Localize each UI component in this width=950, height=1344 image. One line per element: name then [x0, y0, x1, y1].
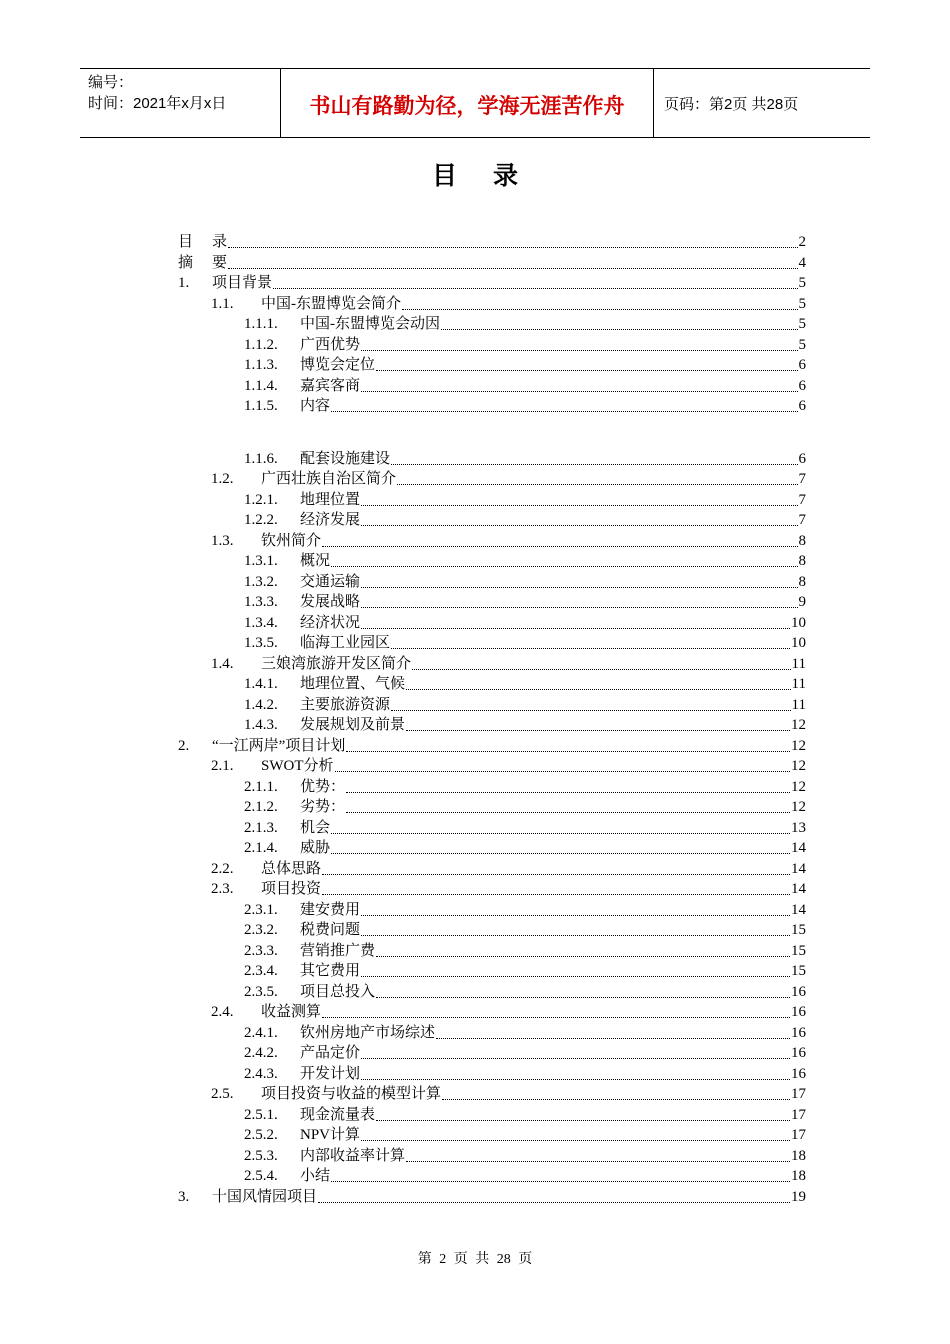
serial-label: 编号：: [88, 74, 134, 91]
toc-title: 机会: [300, 819, 331, 836]
toc-page-number: 11: [791, 655, 806, 672]
toc-title: 小结: [300, 1168, 331, 1184]
toc-page-number: 5: [798, 336, 806, 353]
toc-number: 1.2.: [211, 471, 234, 487]
toc-title: 中国-东盟博览会动因: [300, 316, 440, 332]
toc-entry[interactable]: [244, 354, 806, 374]
toc-leader-dots: [406, 729, 790, 731]
toc-leader-dots: [406, 688, 791, 690]
toc-title: 项目投资与收益的模型计算: [261, 1086, 442, 1102]
toc-page-number: 14: [791, 881, 806, 897]
page-title: 目录: [431, 161, 554, 190]
toc-leader-dots: [361, 627, 790, 629]
toc-leader-dots: [331, 832, 790, 834]
toc-entry[interactable]: [211, 878, 806, 898]
toc-leader-dots: [331, 565, 797, 567]
toc-entry[interactable]: [244, 960, 806, 980]
toc-title: 广西壮族自治区简介: [261, 471, 397, 487]
toc-entry[interactable]: [244, 981, 806, 1001]
toc-leader-dots: [331, 1180, 790, 1182]
toc-number: 摘: [178, 254, 194, 271]
page-header: [80, 68, 870, 138]
toc-title: 现金流量表: [300, 1106, 376, 1123]
toc-entry[interactable]: [244, 1124, 806, 1144]
toc-page-number: 12: [791, 737, 806, 754]
toc-page-number: 16: [791, 983, 806, 1000]
toc-leader-dots: [361, 1057, 790, 1059]
toc-number: 1.3.4.: [244, 614, 278, 631]
toc-title: 十国风情园项目: [212, 1188, 318, 1205]
toc-leader-dots: [322, 1016, 790, 1018]
toc-title: 要: [212, 254, 228, 271]
toc-number: 1.4.3.: [244, 717, 278, 733]
toc-title: 开发计划: [300, 1065, 361, 1082]
toc-entry[interactable]: [244, 612, 806, 632]
toc-entry[interactable]: [244, 509, 806, 529]
toc-entry[interactable]: [244, 837, 806, 857]
toc-number: 2.4.2.: [244, 1045, 278, 1061]
toc-entry[interactable]: [244, 395, 806, 415]
toc-leader-dots: [376, 1119, 790, 1121]
toc-leader-dots: [412, 668, 791, 670]
toc-leader-dots: [442, 1098, 790, 1100]
toc-title: SWOT分析: [261, 758, 334, 774]
toc-leader-dots: [391, 709, 791, 711]
toc-number: 1.4.: [211, 655, 234, 672]
toc-title: 地理位置: [300, 491, 361, 508]
toc-number: 1.: [178, 275, 190, 291]
toc-page-number: 11: [791, 696, 806, 713]
toc-page-number: 18: [791, 1147, 806, 1164]
toc-page-number: 6: [798, 398, 806, 414]
toc-entry[interactable]: [244, 673, 806, 693]
toc-page-number: 6: [798, 450, 806, 467]
toc-leader-dots: [322, 545, 797, 547]
toc-entry[interactable]: [178, 252, 806, 272]
toc-entry[interactable]: [244, 694, 806, 714]
toc-leader-dots: [331, 410, 797, 412]
toc-title: 发展规划及前景: [300, 717, 406, 733]
toc-leader-dots: [228, 267, 797, 269]
toc-page-number: 7: [798, 512, 806, 528]
toc-page-number: 15: [791, 922, 806, 938]
toc-title: NPV计算: [300, 1127, 361, 1143]
toc-page-number: 6: [798, 377, 806, 394]
toc-page-number: 15: [791, 942, 806, 959]
toc-page-number: 8: [798, 573, 806, 590]
time-label: 时间：2021年x月x日: [88, 95, 227, 112]
toc-number: 2.1.1.: [244, 778, 278, 795]
toc-title: 三娘湾旅游开发区简介: [261, 655, 412, 672]
toc-number: 2.5.2.: [244, 1127, 278, 1143]
toc-page-number: 17: [791, 1086, 806, 1102]
toc-number: 2.5.: [211, 1086, 234, 1102]
toc-title: 税费问题: [300, 922, 361, 938]
toc-entry[interactable]: [211, 293, 806, 313]
toc-title: 产品定价: [300, 1045, 361, 1061]
toc-entry[interactable]: [244, 1145, 806, 1165]
toc-number: 2.3.3.: [244, 942, 278, 959]
toc-number: 1.1.3.: [244, 357, 278, 373]
toc-number: 1.1.: [211, 295, 234, 312]
toc-entry[interactable]: [244, 714, 806, 734]
toc-entry[interactable]: [244, 1165, 806, 1185]
toc-leader-dots: [376, 996, 790, 998]
toc-title: 其它费用: [300, 963, 361, 979]
toc-page-number: 17: [791, 1127, 806, 1143]
toc-entry[interactable]: [211, 755, 806, 775]
toc-leader-dots: [397, 483, 797, 485]
toc-page-number: 14: [791, 840, 806, 856]
toc-leader-dots: [346, 811, 790, 813]
toc-number: 1.1.4.: [244, 377, 278, 394]
toc-entry[interactable]: [244, 940, 806, 960]
toc-page-number: 5: [798, 275, 806, 291]
toc-leader-dots: [361, 586, 797, 588]
toc-title: 建安费用: [300, 901, 361, 918]
toc-entry[interactable]: [244, 1104, 806, 1124]
toc-leader-dots: [322, 873, 790, 875]
toc-leader-dots: [402, 308, 798, 310]
toc-leader-dots: [346, 750, 790, 752]
toc-page-number: 19: [791, 1188, 806, 1205]
header-meta: [80, 69, 281, 137]
toc-page-number: 16: [791, 1065, 806, 1082]
toc-number: 1.1.2.: [244, 336, 278, 353]
toc-page-number: 16: [791, 1024, 806, 1041]
toc-title: 嘉宾客商: [300, 377, 361, 394]
toc-title: 劣势：: [300, 799, 346, 815]
toc-number: 2.5.3.: [244, 1147, 278, 1164]
toc-number: 2.5.4.: [244, 1168, 278, 1184]
toc-entry[interactable]: [244, 632, 806, 652]
toc-number: 1.2.2.: [244, 512, 278, 528]
toc-page-number: 12: [791, 717, 806, 733]
toc-number: 2.: [178, 737, 190, 754]
toc-number: 2.2.: [211, 860, 234, 877]
toc-title: 概况: [300, 553, 331, 569]
toc-title: 项目背景: [212, 275, 273, 291]
toc-title: 配套设施建设: [300, 450, 391, 467]
toc-leader-dots: [361, 975, 790, 977]
toc-leader-dots: [273, 287, 797, 289]
toc-entry[interactable]: [244, 1063, 806, 1083]
toc-number: 1.2.1.: [244, 491, 278, 508]
toc-leader-dots: [361, 390, 797, 392]
toc-entry[interactable]: [211, 468, 806, 488]
toc-title: 发展战略: [300, 594, 361, 610]
toc-title: 经济发展: [300, 512, 361, 528]
toc-page-number: 10: [791, 614, 806, 631]
toc-title: 项目总投入: [300, 983, 376, 1000]
toc-page-number: 8: [798, 553, 806, 569]
toc-title: 临海工业园区: [300, 635, 391, 651]
toc-title: 收益测算: [261, 1004, 322, 1020]
toc-title: 项目投资: [261, 881, 322, 897]
toc-entry[interactable]: [211, 1083, 806, 1103]
toc-page-number: 5: [798, 295, 806, 312]
toc-title: 威胁: [300, 840, 331, 856]
toc-title: 钦州简介: [261, 532, 322, 549]
toc-number: 2.1.3.: [244, 819, 278, 836]
toc-page-number: 7: [798, 491, 806, 508]
toc-page-number: 2: [798, 234, 806, 250]
toc-page-number: 5: [798, 316, 806, 332]
toc-entry[interactable]: [211, 858, 806, 878]
toc-number: 2.5.1.: [244, 1106, 278, 1123]
toc-title: 内部收益率计算: [300, 1147, 406, 1164]
toc-page-number: 10: [791, 635, 806, 651]
toc-title: 总体思路: [261, 860, 322, 877]
toc-entry[interactable]: [211, 530, 806, 550]
toc-leader-dots: [441, 328, 798, 330]
toc-number: 2.3.2.: [244, 922, 278, 938]
toc-leader-dots: [361, 349, 797, 351]
toc-leader-dots: [361, 504, 797, 506]
page-footer: 第 2 页 共 28 页: [417, 1252, 533, 1267]
toc-entry[interactable]: [244, 313, 806, 333]
toc-title: 地理位置、气候: [300, 676, 406, 692]
toc-title: 营销推广费: [300, 942, 376, 959]
toc-number: 2.4.3.: [244, 1065, 278, 1082]
toc-entry[interactable]: [178, 272, 806, 292]
toc-entry[interactable]: [178, 231, 806, 251]
toc-title: 中国-东盟博览会简介: [261, 295, 401, 312]
toc-entry[interactable]: [178, 1186, 806, 1206]
toc-title: 博览会定位: [300, 357, 376, 373]
toc-number: 2.4.1.: [244, 1024, 278, 1041]
toc-number: 2.3.1.: [244, 901, 278, 918]
toc-page-number: 14: [791, 901, 806, 918]
toc-leader-dots: [361, 914, 790, 916]
toc-leader-dots: [322, 893, 790, 895]
toc-number: 1.1.1.: [244, 316, 278, 332]
toc-entry[interactable]: [244, 550, 806, 570]
toc-number: 3.: [178, 1188, 190, 1205]
toc-leader-dots: [346, 791, 790, 793]
toc-number: 1.3.3.: [244, 594, 278, 610]
toc-page-number: 14: [791, 860, 806, 877]
toc-page-number: 13: [791, 819, 806, 836]
toc-number: 2.4.: [211, 1004, 234, 1020]
toc-leader-dots: [361, 524, 797, 526]
toc-entry[interactable]: [211, 653, 806, 673]
toc-entry[interactable]: [244, 899, 806, 919]
toc-number: 2.3.: [211, 881, 234, 897]
toc-title: 主要旅游资源: [300, 696, 391, 713]
toc-entry[interactable]: [244, 571, 806, 591]
toc-leader-dots: [361, 1078, 790, 1080]
toc-page-number: 11: [791, 676, 806, 692]
toc-title: 广西优势: [300, 336, 361, 353]
toc-leader-dots: [361, 1139, 790, 1141]
toc-entry[interactable]: [244, 817, 806, 837]
toc-entry[interactable]: [244, 1042, 806, 1062]
toc-number: 2.3.5.: [244, 983, 278, 1000]
toc-page-number: 12: [791, 778, 806, 795]
toc-title: 交通运输: [300, 573, 361, 590]
toc-page-number: 4: [798, 254, 806, 271]
toc-leader-dots: [406, 1160, 790, 1162]
toc-title: 内容: [300, 398, 331, 414]
toc-page-number: 16: [791, 1045, 806, 1061]
toc-leader-dots: [331, 852, 790, 854]
toc-entry[interactable]: [244, 919, 806, 939]
toc-leader-dots: [361, 606, 797, 608]
toc-entry[interactable]: [244, 796, 806, 816]
toc-title: “一江两岸”项目计划: [212, 737, 346, 754]
toc-number: 1.1.6.: [244, 450, 278, 467]
toc-page-number: 18: [791, 1168, 806, 1184]
toc-number: 2.3.4.: [244, 963, 278, 979]
toc-number: 1.3.2.: [244, 573, 278, 590]
toc-leader-dots: [335, 770, 791, 772]
toc-number: 1.3.1.: [244, 553, 278, 569]
toc-entry[interactable]: [244, 1022, 806, 1042]
toc-number: 1.4.1.: [244, 676, 278, 692]
toc-number: 2.1.: [211, 758, 234, 774]
toc-page-number: 6: [798, 357, 806, 373]
toc-number: 1.1.5.: [244, 398, 278, 414]
toc-leader-dots: [361, 934, 790, 936]
toc-number: 2.1.4.: [244, 840, 278, 856]
toc-page-number: 7: [798, 471, 806, 487]
toc-leader-dots: [376, 369, 797, 371]
toc-number: 1.4.2.: [244, 696, 278, 713]
toc-entry[interactable]: [244, 448, 806, 468]
toc-entry[interactable]: [244, 489, 806, 509]
toc-page-number: 9: [798, 594, 806, 610]
toc-page-number: 15: [791, 963, 806, 979]
toc-leader-dots: [391, 463, 797, 465]
toc-leader-dots: [391, 647, 790, 649]
toc-page-number: 12: [791, 799, 806, 815]
toc-entry[interactable]: [178, 735, 806, 755]
toc-title: 优势：: [300, 778, 346, 795]
header-page-info: 页码：第2页 共28页: [664, 95, 799, 113]
toc-leader-dots: [228, 246, 797, 248]
toc-entry[interactable]: [244, 375, 806, 395]
toc-entry[interactable]: [244, 776, 806, 796]
toc-leader-dots: [318, 1201, 790, 1203]
toc-title: 录: [212, 234, 228, 250]
toc-title: 经济状况: [300, 614, 361, 631]
toc-leader-dots: [436, 1037, 790, 1039]
toc-leader-dots: [376, 955, 790, 957]
toc-number: 目: [178, 234, 194, 250]
toc-number: 1.3.: [211, 532, 234, 549]
toc-title: 钦州房地产市场综述: [300, 1024, 436, 1041]
toc-entry[interactable]: [244, 591, 806, 611]
toc-page-number: 12: [791, 758, 806, 774]
toc-number: 2.1.2.: [244, 799, 278, 815]
toc-page-number: 8: [798, 532, 806, 549]
toc-page-number: 17: [791, 1106, 806, 1123]
toc-number: 1.3.5.: [244, 635, 278, 651]
header-motto: 书山有路勤为径，学海无涯苦作舟: [281, 69, 654, 137]
toc-entry[interactable]: [211, 1001, 806, 1021]
toc-page-number: 16: [791, 1004, 806, 1020]
toc-entry[interactable]: [244, 334, 806, 354]
